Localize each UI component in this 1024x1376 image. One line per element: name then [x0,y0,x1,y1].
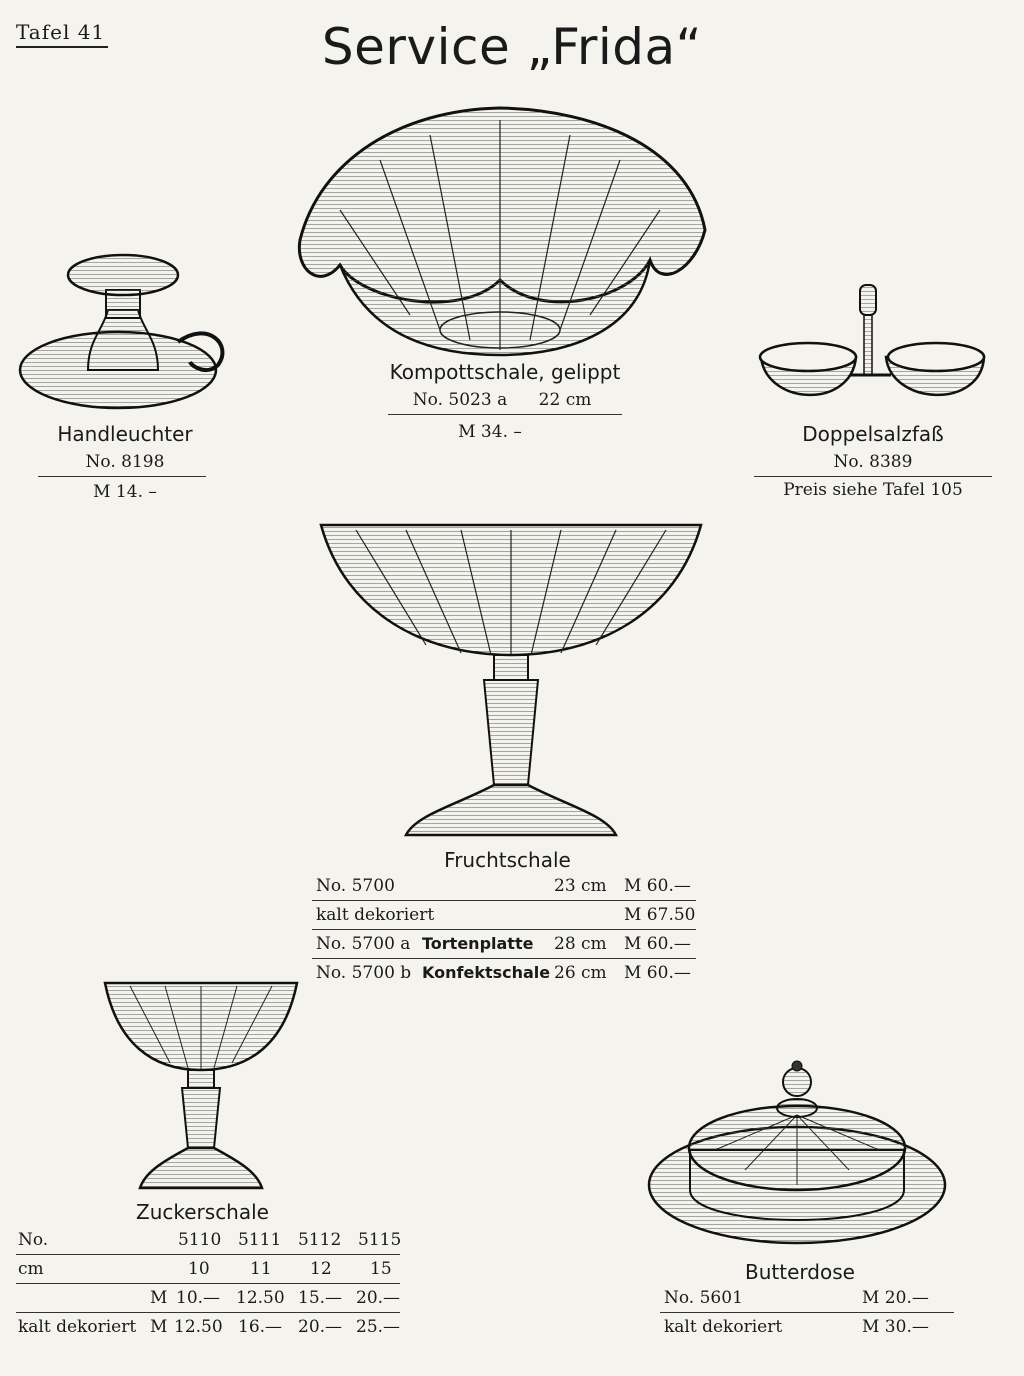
item-name: Konfektschale [422,963,551,982]
col-5115: 20.— [356,1288,401,1308]
item-price: M 67.50 [624,905,696,925]
zuckerschale-name: Zuckerschale [136,1200,269,1224]
zuckerschale-illustration [100,978,302,1192]
handleuchter-number: No. 8198 [85,452,165,472]
butterdose-table [660,1284,954,1341]
item-number: No. 5700 a [316,934,411,954]
handleuchter-rule [38,476,206,477]
table-row [16,1284,400,1313]
butter-dish-engraving [645,1060,949,1255]
col-5112: 15.— [298,1288,343,1308]
row-label: No. [18,1230,49,1250]
item-variant: kalt dekoriert [664,1317,783,1337]
salt-cellar-engraving [756,275,988,415]
kompottschale-price: M 34. – [458,422,522,442]
row-label: cm [18,1259,44,1279]
col-5110: 5110 [178,1230,222,1250]
table-row [312,872,696,901]
table-row [16,1226,400,1255]
item-price: M 60.— [624,963,691,983]
handleuchter-name: Handleuchter [57,422,193,446]
bowl-engraving [280,100,720,362]
butterdose-illustration [645,1060,949,1255]
table-row [312,959,696,987]
fruchtschale-name: Fruchtschale [444,848,571,872]
item-size: 26 cm [554,963,607,983]
col-5112: 20.— [298,1317,343,1337]
currency: M [150,1317,168,1337]
doppelsalzfass-price: Preis siehe Tafel 105 [783,480,963,500]
col-5110: 10.— [176,1288,221,1308]
item-size: 23 cm [554,876,607,896]
candlestick-engraving [18,250,233,415]
item-price: M 20.— [862,1288,929,1308]
table-row [660,1313,954,1341]
currency: M [150,1288,168,1308]
item-price: M 60.— [624,934,691,954]
sugar-bowl-engraving [100,978,302,1192]
item-price: M 30.— [862,1317,929,1337]
row-label: kalt dekoriert [18,1317,137,1337]
col-5111: 5111 [238,1230,282,1250]
col-5115: 15 [370,1259,392,1279]
col-5115: 25.— [356,1317,401,1337]
col-5111: 16.— [238,1317,283,1337]
kompottschale-name: Kompottschale, gelippt [389,360,621,384]
doppelsalzfass-number: No. 8389 [833,452,913,472]
col-5115: 5115 [358,1230,402,1250]
item-size: 28 cm [554,934,607,954]
plate-number: Tafel 41 [16,20,108,48]
col-5111: 12.50 [236,1288,285,1308]
doppelsalzfass-illustration [756,275,988,415]
item-number: No. 5601 [664,1288,743,1308]
table-row [312,901,696,930]
fruchtschale-table [312,872,696,987]
kompottschale-size: 22 cm [538,390,592,410]
col-5112: 12 [310,1259,332,1279]
table-row [660,1284,954,1313]
kompottschale-rule [388,414,622,415]
table-row [16,1313,400,1341]
item-number: No. 5700 b [316,963,412,983]
table-row [16,1255,400,1284]
doppelsalzfass-name: Doppelsalzfaß [802,422,944,446]
handleuchter-illustration [18,250,233,415]
col-5111: 11 [250,1259,272,1279]
fruit-bowl-engraving [316,515,706,845]
handleuchter-price: M 14. – [93,482,157,502]
doppelsalzfass-rule [754,476,992,477]
fruchtschale-illustration [316,515,706,845]
item-number: No. 5700 [316,876,395,896]
butterdose-name: Butterdose [745,1260,855,1284]
item-price: M 60.— [624,876,691,896]
item-variant: kalt dekoriert [316,905,435,925]
table-row [312,930,696,959]
col-5112: 5112 [298,1230,342,1250]
col-5110: 10 [188,1259,210,1279]
col-5110: 12.50 [174,1317,223,1337]
page-title: Service „Frida“ [321,18,703,76]
kompottschale-illustration [280,100,720,362]
zuckerschale-table [16,1226,400,1341]
kompottschale-number: No. 5023 a [412,390,508,410]
item-name: Tortenplatte [422,934,534,953]
